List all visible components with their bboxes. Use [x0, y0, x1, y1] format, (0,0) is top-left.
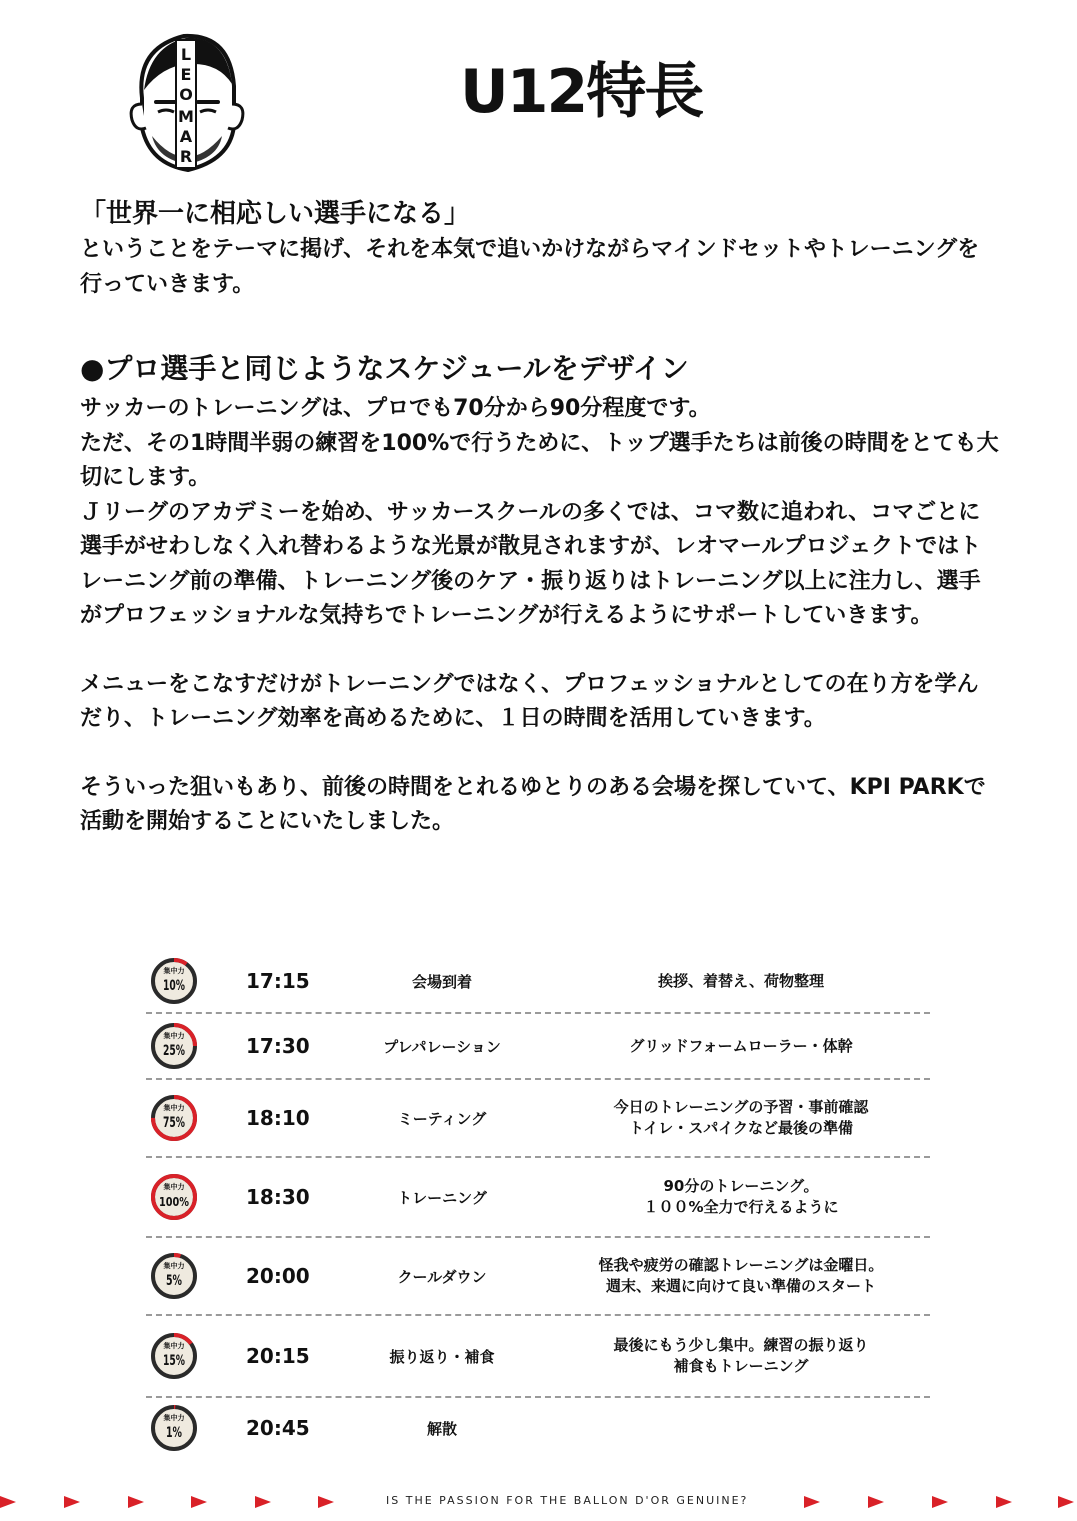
schedule-time: 18:30 — [246, 1185, 310, 1209]
logo-letter-5: A — [179, 127, 193, 146]
schedule-activity: クールダウン — [397, 1267, 487, 1286]
focus-gauge-label: 集中力 — [163, 1262, 185, 1270]
arrow-icon — [128, 1496, 144, 1508]
focus-gauge — [148, 1398, 200, 1458]
schedule-note — [576, 950, 906, 1012]
schedule-table — [146, 950, 930, 1458]
arrow-icon — [932, 1496, 948, 1508]
schedule-note — [576, 1238, 906, 1314]
schedule-time: 17:15 — [246, 969, 310, 993]
arrow-icon — [996, 1496, 1012, 1508]
arrow-icon — [804, 1496, 820, 1508]
arrow-icon — [64, 1496, 80, 1508]
focus-gauge-label: 集中力 — [163, 1342, 185, 1350]
schedule-note — [576, 1316, 906, 1396]
section-paragraph: サッカーのトレーニングは、プロでも70分から90分程度です。 — [80, 396, 711, 421]
leomar-logo — [122, 28, 252, 178]
schedule-activity: 会場到着 — [411, 972, 472, 991]
schedule-note-line: 今日のトレーニングの予習・事前確認 — [613, 1098, 869, 1116]
focus-gauge — [148, 950, 200, 1012]
focus-gauge-label: 集中力 — [163, 1414, 185, 1422]
focus-gauge-value: 1% — [166, 1425, 182, 1441]
schedule-row — [146, 1014, 930, 1080]
schedule-activity: 解散 — [426, 1419, 457, 1438]
focus-gauge-value: 15% — [163, 1353, 185, 1369]
intro-headline: 「世界一に相応しい選手になる」 — [80, 199, 471, 229]
arrow-icon — [0, 1496, 16, 1508]
focus-gauge — [148, 1238, 200, 1314]
focus-gauge — [148, 1316, 200, 1396]
focus-gauge — [148, 1158, 200, 1236]
schedule-note-line: 補食もトレーニング — [673, 1357, 809, 1375]
schedule-design-section — [80, 350, 1000, 840]
focus-gauge-label: 集中力 — [163, 1032, 185, 1040]
schedule-note — [576, 1014, 906, 1078]
schedule-row — [146, 1398, 930, 1458]
page-title: U12特長 — [460, 57, 703, 127]
schedule-time: 17:30 — [246, 1034, 310, 1058]
schedule-note-line: 90分のトレーニング。 — [663, 1177, 819, 1195]
schedule-note-line: グリッドフォームローラー・体幹 — [629, 1036, 853, 1055]
section-paragraph: Ｊリーグのアカデミーを始め、サッカースクールの多くでは、コマ数に追われ、コマごとに選手がせわしなく入れ替わるような光景が散見されますが、レオマールプロジェクトではトレーニング前の準備、トレーニング後のケア・振り返りはトレーニング以上に注力し、選手がプロフェッショナルな気持ちでトレーニングが行えるようにサポートしていきます。 — [80, 499, 982, 628]
schedule-time: 20:15 — [246, 1344, 310, 1368]
logo-letter-3: O — [179, 85, 193, 104]
logo-letter-1: L — [180, 45, 192, 64]
schedule-row — [146, 1316, 930, 1398]
schedule-activity: 振り返り・補食 — [389, 1347, 495, 1366]
section-paragraph: そういった狙いもあり、前後の時間をとれるゆとりのある会場を探していて、KPI PARKで活動を開始することにいたしました。 — [80, 774, 986, 834]
arrow-icon — [1058, 1496, 1074, 1508]
schedule-time: 20:45 — [246, 1416, 310, 1440]
schedule-time: 20:00 — [246, 1264, 310, 1288]
focus-gauge-value: 100% — [159, 1195, 189, 1209]
focus-gauge-label: 集中力 — [163, 1183, 185, 1191]
arrow-icon — [318, 1496, 334, 1508]
footer-tagline: IS THE PASSION FOR THE BALLON D'OR GENUINE? — [386, 1494, 749, 1507]
schedule-row — [146, 1158, 930, 1238]
schedule-note-line: 怪我や疲労の確認トレーニングは金曜日。 — [598, 1256, 884, 1274]
schedule-note — [576, 1398, 906, 1458]
logo-letter-2: E — [180, 65, 192, 84]
focus-gauge — [148, 1014, 200, 1078]
arrow-icon — [191, 1496, 207, 1508]
footer — [0, 1490, 1077, 1514]
schedule-note-line: トイレ・スパイクなど最後の準備 — [629, 1119, 853, 1137]
schedule-note-line: 週末、来週に向けて良い準備のスタート — [605, 1277, 876, 1295]
schedule-row — [146, 1080, 930, 1158]
schedule-activity: トレーニング — [397, 1188, 487, 1207]
section-title: ●プロ選手と同じようなスケジュールをデザイン — [80, 352, 689, 385]
schedule-note — [576, 1158, 906, 1236]
section-paragraph: メニューをこなすだけがトレーニングではなく、プロフェッショナルとしての在り方を学んだり、トレーニング効率を高めるために、１日の時間を活用していきます。 — [80, 671, 979, 731]
logo-letter-4: M — [178, 107, 194, 126]
section-paragraph: ただ、その1時間半弱の練習を100%で行うために、トップ選手たちは前後の時間をとても大切にします。 — [80, 430, 999, 490]
schedule-note-line: 最後にもう少し集中。練習の振り返り — [613, 1336, 869, 1354]
schedule-row — [146, 950, 930, 1014]
focus-gauge — [148, 1080, 200, 1156]
focus-gauge-value: 75% — [163, 1115, 185, 1131]
schedule-note — [576, 1080, 906, 1156]
focus-gauge-value: 5% — [166, 1273, 182, 1289]
arrow-icon — [255, 1496, 271, 1508]
arrow-icon — [868, 1496, 884, 1508]
schedule-note-line: 挨拶、着替え、荷物整理 — [658, 971, 824, 990]
focus-gauge-value: 10% — [163, 978, 185, 994]
schedule-activity: プレパレーション — [383, 1037, 501, 1056]
logo-letter-6: R — [179, 147, 193, 166]
focus-gauge-label: 集中力 — [163, 967, 185, 975]
intro-block — [80, 196, 1000, 302]
focus-gauge-value: 25% — [163, 1043, 185, 1059]
schedule-time: 18:10 — [246, 1106, 310, 1130]
intro-body: ということをテーマに掲げ、それを本気で追いかけながらマインドセットやトレーニングを行っていきます。 — [80, 237, 980, 297]
schedule-activity: ミーティング — [397, 1109, 487, 1128]
schedule-note-line: １００%全力で行えるように — [643, 1198, 839, 1216]
schedule-row — [146, 1238, 930, 1316]
focus-gauge-label: 集中力 — [163, 1104, 185, 1112]
